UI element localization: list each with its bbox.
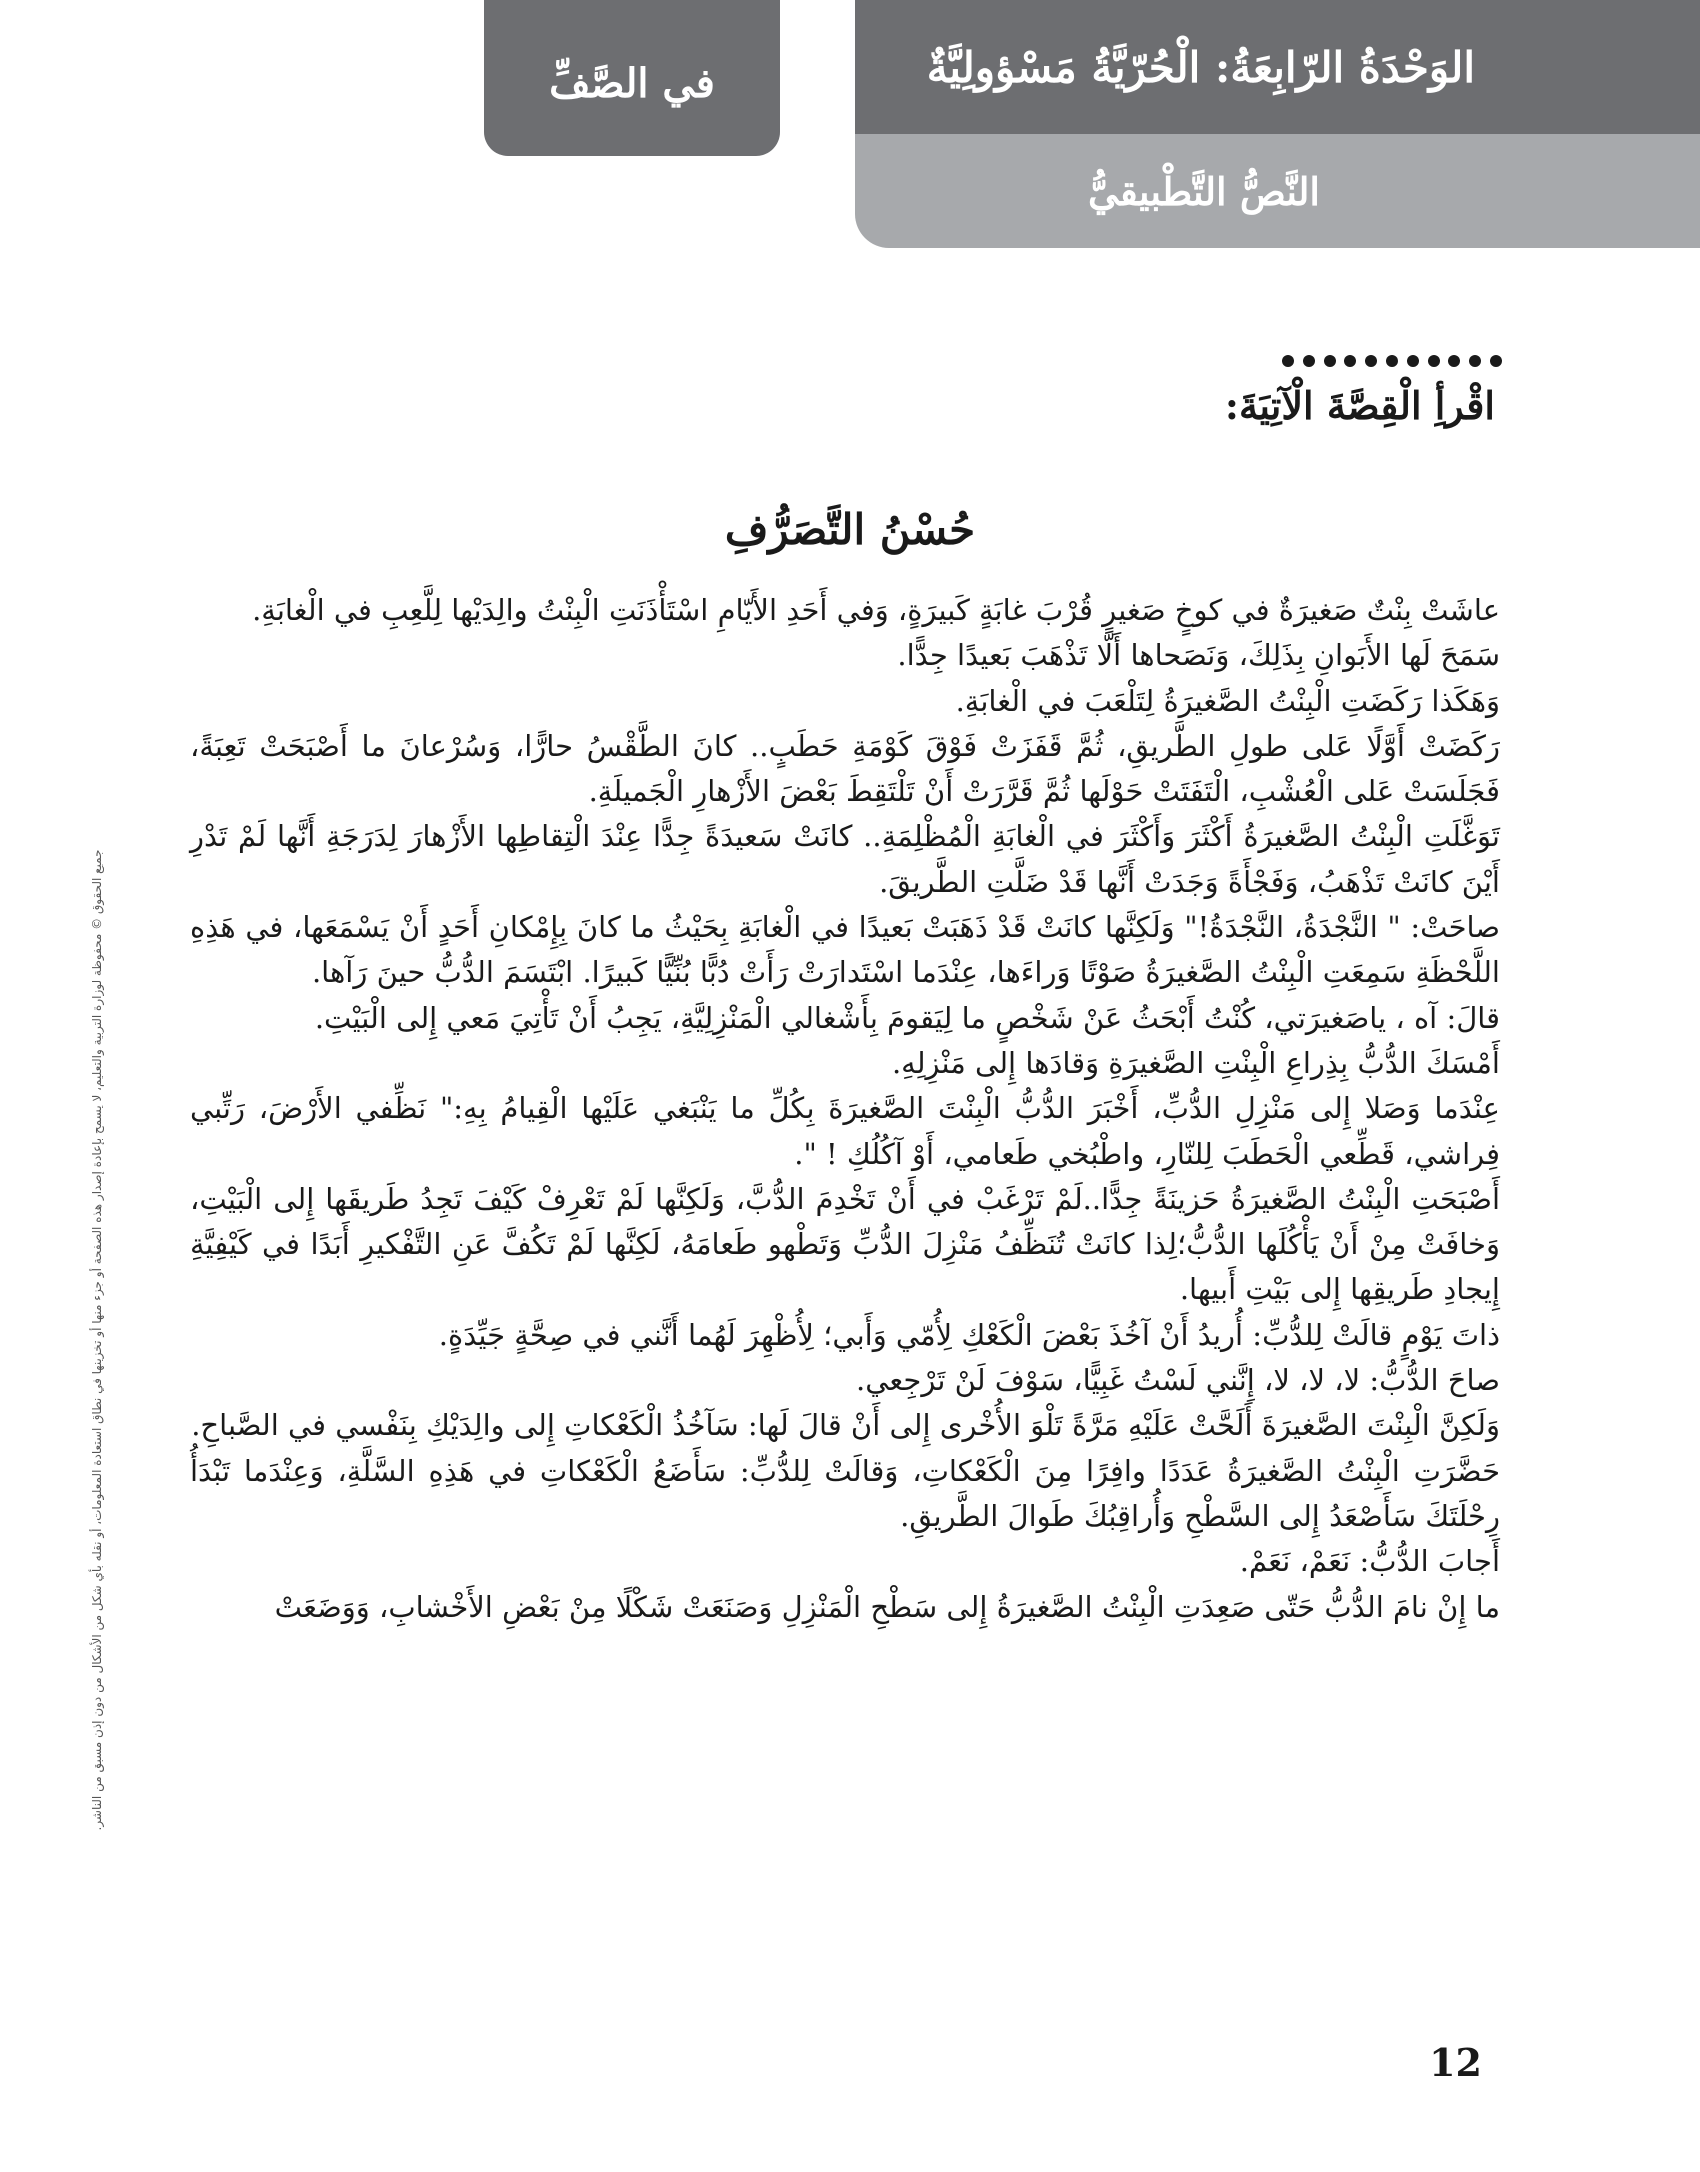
story-paragraph: أَمْسَكَ الدُّبُّ بِذِراعِ الْبِنْتِ الصَّغيرَةِ وَقادَها إِلى مَنْزِلِهِ. [891,1045,1500,1080]
story-paragraph: قالَ: آه ، ياصَغيرَتي، كُنْتُ أَبْحَثُ عَنْ شَخْصٍ ما لِيَقومَ بِأَشْغالي الْمَنْزِلِيَّةِ، يَجِبُ أَنْ تَأْتِيَ مَعي إِلى الْبَيْتِ. [314,1000,1500,1035]
story-title: حُسْنُ التَّصَرُّفِ [724,505,976,554]
story-paragraph: تَوَغَّلَتِ الْبِنْتُ الصَّغيرَةُ أَكْثَرَ وَأَكْثَرَ في الْغابَةِ الْمُظْلِمَةِ.. كانَتْ سَعيدَةً جِدًّا عِنْدَ الْتِقاطِها الأَزْهارَ لِدَرَجَةِ أَنَّها لَمْ تَدْرِ أَيْنَ كانَتْ تَذْهَبُ، وَفَجْأَةً وَجَدَتْ أَنَّها قَدْ ضَلَّتِ الطَّريقَ. [190,819,1500,899]
story-body [190,588,1500,1630]
story-paragraph: وَلَكِنَّ الْبِنْتَ الصَّغيرَةَ أَلَحَّتْ عَلَيْهِ مَرَّةً تَلْوَ الأُخْرى إِلى أَنْ قالَ لَها: سَآخُذُ الْكَعْكاتِ إِلى والِدَيْكِ بِنَفْسي في الصَّباحِ. [191,1408,1500,1443]
story-paragraph: عاشَتْ بِنْتٌ صَغيرَةٌ في كوخٍ صَغيرٍ قُرْبَ غابَةٍ كَبيرَةٍ، وَفي أَحَدِ الأَيّامِ اسْتَأْذَنَتِ الْبِنْتُ والِدَيْها لِلَّعِبِ في الْغابَةِ. [252,593,1500,627]
separator-dot [1282,355,1294,367]
story-paragraph: أَصْبَحَتِ الْبِنْتُ الصَّغيرَةُ حَزينَةً جِدًّا..لَمْ تَرْغَبْ في أَنْ تَخْدِمَ الدُّبَّ، وَلَكِنَّها لَمْ تَعْرِفْ كَيْفَ تَجِدُ طَريقَها إِلى الْبَيْتِ، وَخافَتْ مِنْ أَنْ يَأْكُلَها الدُّبُّ؛لِذا كانَتْ تُنَظِّفُ مَنْزِلَ الدُّبِّ وَتَطْهو طَعامَهُ، لَكِنَّها لَمْ تَكُفَّ عَنِ التَّفْكيرِ أَبَدًا في كَيْفِيَّةِ إِيجادِ طَريقِها إِلى بَيْتِ أَبيها. [190,1181,1500,1307]
dotted-separator [1282,346,1502,376]
story-paragraph: صاحَتْ: " النَّجْدَةُ، النَّجْدَةُ!" وَلَكِنَّها كانَتْ قَدْ ذَهَبَتْ بَعيدًا في الْغابَةِ بِحَيْثُ ما كانَ بِإِمْكانِ أَحَدٍ أَنْ يَسْمَعَها، في هَذِهِ اللَّحْظَةِ سَمِعَتِ الْبِنْتُ الصَّغيرَةُ صَوْتًا وَراءَها، عِنْدَما اسْتَدارَتْ رَأَتْ دُبًّا بُنِّيًّا كَبيرًا. ابْتَسَمَ الدُّبُّ حينَ رَآها. [190,910,1500,990]
section-title: النَّصُّ التَّطْبيقيُّ [1088,168,1320,214]
separator-dot [1344,355,1356,367]
separator-dot [1365,355,1377,367]
unit-title: الوَحْدَةُ الرّابِعَةُ: الْحُرّيَّةُ مَسْؤولِيَّةٌ [926,42,1475,92]
separator-dot [1448,355,1460,367]
page-number: 12 [1429,2040,1482,2085]
separator-dot [1428,355,1440,367]
story-paragraph: سَمَحَ لَها الأَبَوانِ بِذَلِكَ، وَنَصَحاها أَلّا تَذْهَبَ بَعيدًا جِدًّا. [897,638,1500,673]
story-paragraph: رَكَضَتْ أَوَّلًا عَلى طولِ الطَّريقِ، ثُمَّ قَفَزَتْ فَوْقَ كَوْمَةِ حَطَبٍ.. كانَ الطَّقْسُ حارًّا، وَسُرْعانَ ما أَصْبَحَتْ تَعِبَةً، فَجَلَسَتْ عَلى الْعُشْبِ، الْتَفَتَتْ حَوْلَها ثُمَّ قَرَّرَتْ أَنْ تَلْتَقِطَ بَعْضَ الأَزْهارِ الْجَميلَةِ. [190,728,1500,809]
section-title-band [855,134,1700,248]
story-paragraph: عِنْدَما وَصَلا إِلى مَنْزِلِ الدُّبِّ، أَخْبَرَ الدُّبُّ الْبِنْتَ الصَّغيرَةَ بِكُلِّ ما يَنْبَغي عَلَيْها الْقِيامُ بِهِ:" نَظِّفي الأَرْضَ، رَتِّبي فِراشي، قَطِّعي الْحَطَبَ لِلنّارِ، واطْبُخي طَعامي، أَوْ آكُلُكِ ! ". [190,1091,1500,1171]
in-class-tab-label: في الصَّفِّ [549,59,715,107]
copyright-side-note: جميع الحقوق © محفوظة لوزارة التربية والتعليم، لا يسمح بإعادة إصدار هذه الصفحة أو جزء منها أو تخزينها في نطاق استعادة المعلومات، أو نقله بأي شكل من الأشكال من دون إذن مسبق من الناشر. [90,849,104,1831]
reading-instruction: اقْرأِ الْقِصَّةَ الْآتِيَةَ: [1224,383,1495,428]
separator-dot [1490,355,1502,367]
story-paragraph: ذاتَ يَوْمٍ قالَتْ لِلدُّبِّ: أُريدُ أَنْ آخُذَ بَعْضَ الْكَعْكِ لِأُمّي وَأَبي؛ لِأُظْهِرَ لَهُما أَنَّني في صِحَّةٍ جَيِّدَةٍ. [438,1317,1500,1352]
story-paragraph: أَجابَ الدُّبُّ: نَعَمْ، نَعَمْ. [1239,1544,1500,1579]
story-paragraph: ما إِنْ نامَ الدُّبُّ حَتّى صَعِدَتِ الْبِنْتُ الصَّغيرَةُ إِلى سَطْحِ الْمَنْزِلِ وَصَنَعَتْ شَكْلًا مِنْ بَعْضِ الأَخْشابِ، وَوَضَعَتْ [274,1589,1500,1624]
separator-dot [1324,355,1336,367]
story-paragraph: صاحَ الدُّبُّ: لا، لا، لا، إِنَّني لَسْتُ غَبِيًّا، سَوْفَ لَنْ تَرْجِعي. [856,1363,1500,1398]
separator-dot [1469,355,1481,367]
separator-dot [1303,355,1315,367]
in-class-tab [484,0,780,156]
story-paragraph: وَهَكَذا رَكَضَتِ الْبِنْتُ الصَّغيرَةُ لِتَلْعَبَ في الْغابَةِ. [955,683,1500,718]
separator-dot [1407,355,1419,367]
unit-title-band [855,0,1700,134]
story-paragraph: حَضَّرَتِ الْبِنْتُ الصَّغيرَةُ عَدَدًا وافِرًا مِنَ الْكَعْكاتِ، وَقالَتْ لِلدُّبِّ: سَأَضَعُ الْكَعْكاتِ في هَذِهِ السَّلَّةِ، وَعِنْدَما تَبْدَأُ رِحْلَتَكَ سَأَصْعَدُ إِلى السَّطْحِ وَأُراقِبُكَ طَوالَ الطَّريقِ. [190,1453,1500,1533]
separator-dot [1386,355,1398,367]
